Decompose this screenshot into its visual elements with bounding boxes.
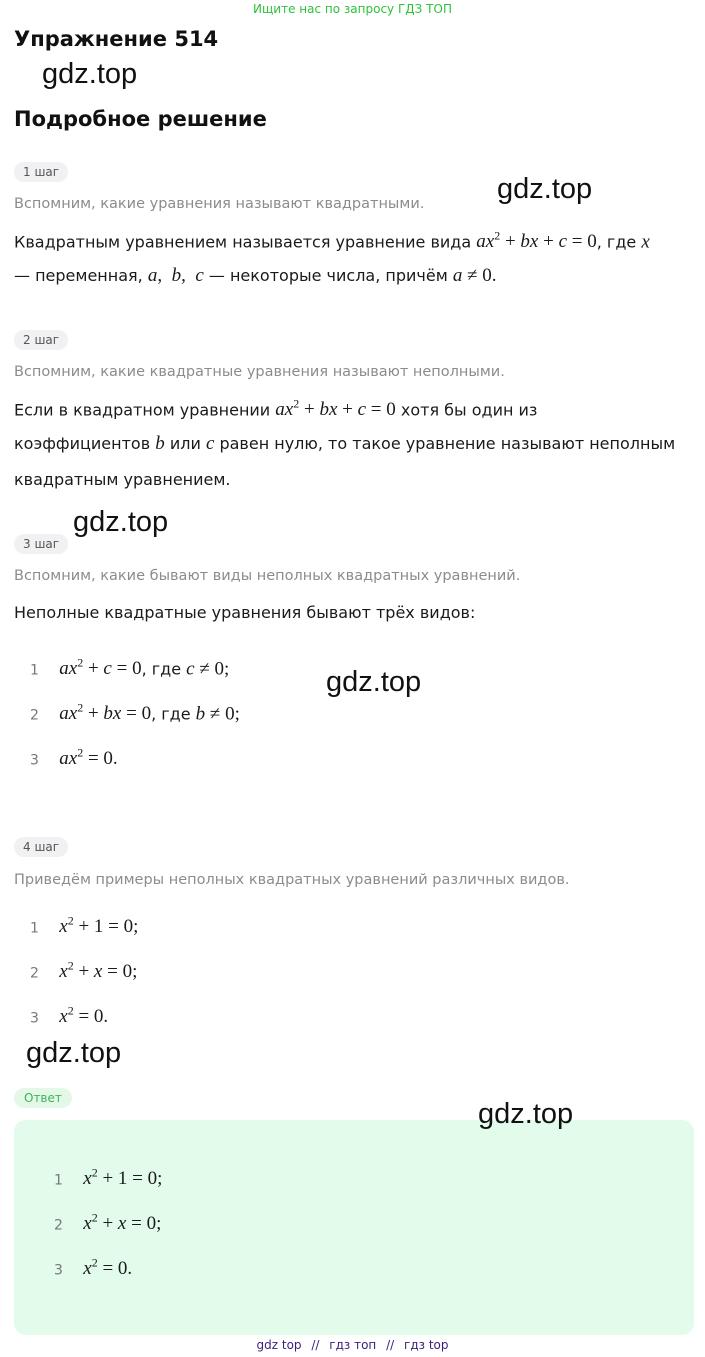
watermark: gdz.top bbox=[26, 1037, 122, 1069]
step-text-2-line-1: Если в квадратном уравнении $ax^2$ + bx + c = 0 хотя бы один из bbox=[14, 397, 538, 421]
list-item: 2 $x^2 + x = 0$; bbox=[30, 959, 138, 983]
top-banner[interactable]: Ищите нас по запросу ГДЗ ТОП bbox=[253, 2, 452, 16]
watermark: gdz.top bbox=[478, 1098, 574, 1130]
page-title: Упражнение 514 bbox=[14, 27, 219, 51]
list-item: 1 $x^2 + 1 = 0$; bbox=[30, 914, 139, 938]
step-text-1-line-2: — переменная, a, b, c — некоторые числа, причём a ≠ 0. bbox=[14, 265, 497, 286]
list-item: 3 $x^2 = 0$. bbox=[30, 1004, 109, 1028]
watermark: gdz.top bbox=[42, 58, 138, 90]
step-text-3: Неполные квадратные уравнения бывают трёх видов: bbox=[14, 603, 476, 622]
footer-link[interactable]: гдз топ bbox=[329, 1338, 377, 1352]
list-item: 1 $ax^2 + c = 0$, где c ≠ 0; bbox=[30, 656, 230, 680]
step-badge-4: 4 шаг bbox=[14, 837, 68, 857]
watermark: gdz.top bbox=[326, 666, 422, 698]
footer-links bbox=[0, 1338, 705, 1352]
section-title: Подробное решение bbox=[14, 107, 267, 131]
step-badge-3: 3 шаг bbox=[14, 534, 68, 554]
watermark: gdz.top bbox=[73, 506, 169, 538]
footer-link[interactable]: gdz top bbox=[256, 1338, 302, 1352]
answer-item: 3 $x^2 = 0$. bbox=[54, 1256, 133, 1280]
step-hint-3: Вспомним, какие бывают виды неполных квадратных уравнений. bbox=[14, 568, 521, 584]
answer-item: 1 $x^2 + 1 = 0$; bbox=[54, 1166, 163, 1190]
answer-item: 2 $x^2 + x = 0$; bbox=[54, 1211, 162, 1235]
step-badge-1: 1 шаг bbox=[14, 162, 68, 182]
watermark: gdz.top bbox=[497, 173, 593, 205]
step-hint-1: Вспомним, какие уравнения называют квадратными. bbox=[14, 196, 425, 212]
footer-link[interactable]: гдз top bbox=[404, 1338, 449, 1352]
step-text-2-line-2: коэффициентов b или c равен нулю, то такое уравнение называют неполным bbox=[14, 433, 676, 454]
footer-separator: // bbox=[311, 1338, 320, 1352]
list-item: 2 $ax^2$ + bx = 0, где b ≠ 0; bbox=[30, 701, 240, 725]
step-text-1-line-1: Квадратным уравнением называется уравнение вида $ax^2$ + bx + c = 0, где x bbox=[14, 229, 650, 253]
answer-badge: Ответ bbox=[14, 1088, 72, 1108]
step-badge-2: 2 шаг bbox=[14, 330, 68, 350]
list-item: 3 $ax^2 = 0$. bbox=[30, 746, 118, 770]
formula-quadratic: $ax^2$ + bx + c = 0 bbox=[476, 229, 597, 253]
step-hint-2: Вспомним, какие квадратные уравнения называют неполными. bbox=[14, 364, 505, 380]
step-hint-4: Приведём примеры неполных квадратных уравнений различных видов. bbox=[14, 872, 570, 888]
step-text-2-line-3: квадратным уравнением. bbox=[14, 470, 231, 489]
footer-separator: // bbox=[386, 1338, 395, 1352]
